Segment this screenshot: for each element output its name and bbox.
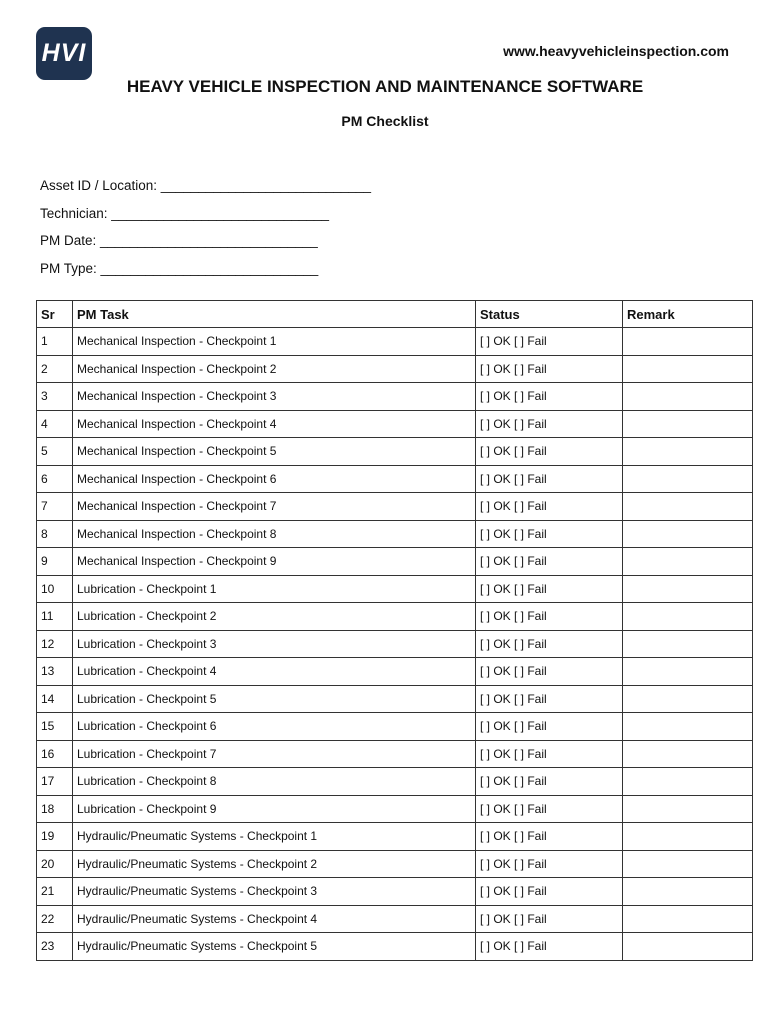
row-remark[interactable]: [623, 383, 753, 411]
row-remark[interactable]: [623, 328, 753, 356]
row-sr: 5: [37, 438, 73, 466]
row-task: Hydraulic/Pneumatic Systems - Checkpoint 1: [73, 823, 476, 851]
row-remark[interactable]: [623, 465, 753, 493]
row-remark[interactable]: [623, 933, 753, 961]
row-sr: 2: [37, 355, 73, 383]
table-row: [37, 630, 753, 658]
document-title: HEAVY VEHICLE INSPECTION AND MAINTENANCE SOFTWARE: [126, 77, 644, 96]
row-task: Mechanical Inspection - Checkpoint 5: [73, 438, 476, 466]
pm-type-field[interactable]: PM Type: _____________________________: [40, 261, 319, 276]
row-remark[interactable]: [623, 548, 753, 576]
row-task: Lubrication - Checkpoint 3: [73, 630, 476, 658]
row-remark[interactable]: [623, 713, 753, 741]
row-remark[interactable]: [623, 685, 753, 713]
row-remark[interactable]: [623, 438, 753, 466]
row-sr: 3: [37, 383, 73, 411]
row-task: Lubrication - Checkpoint 4: [73, 658, 476, 686]
row-task: Mechanical Inspection - Checkpoint 3: [73, 383, 476, 411]
row-status[interactable]: [ ] OK [ ] Fail: [476, 878, 623, 906]
logo-text: HVI: [41, 39, 87, 67]
row-task: Mechanical Inspection - Checkpoint 1: [73, 328, 476, 356]
row-sr: 21: [37, 878, 73, 906]
table-row: [37, 740, 753, 768]
row-task: Lubrication - Checkpoint 7: [73, 740, 476, 768]
row-status[interactable]: [ ] OK [ ] Fail: [476, 355, 623, 383]
row-sr: 14: [37, 685, 73, 713]
row-sr: 7: [37, 493, 73, 521]
row-sr: 17: [37, 768, 73, 796]
table-row: [37, 658, 753, 686]
header-remark: Remark: [623, 301, 753, 328]
row-sr: 20: [37, 850, 73, 878]
row-status[interactable]: [ ] OK [ ] Fail: [476, 548, 623, 576]
row-sr: 9: [37, 548, 73, 576]
pm-checklist-table: [36, 300, 753, 961]
row-status[interactable]: [ ] OK [ ] Fail: [476, 383, 623, 411]
row-remark[interactable]: [623, 575, 753, 603]
table-row: [37, 713, 753, 741]
row-task: Mechanical Inspection - Checkpoint 9: [73, 548, 476, 576]
table-row: [37, 850, 753, 878]
row-task: Mechanical Inspection - Checkpoint 8: [73, 520, 476, 548]
table-row: [37, 355, 753, 383]
row-status[interactable]: [ ] OK [ ] Fail: [476, 630, 623, 658]
row-remark[interactable]: [623, 603, 753, 631]
row-remark[interactable]: [623, 823, 753, 851]
table-row: [37, 685, 753, 713]
row-status[interactable]: [ ] OK [ ] Fail: [476, 685, 623, 713]
row-sr: 6: [37, 465, 73, 493]
row-remark[interactable]: [623, 410, 753, 438]
website-url: www.heavyvehicleinspection.com: [503, 43, 729, 59]
row-remark[interactable]: [623, 878, 753, 906]
row-task: Hydraulic/Pneumatic Systems - Checkpoint 4: [73, 905, 476, 933]
row-sr: 15: [37, 713, 73, 741]
row-sr: 4: [37, 410, 73, 438]
row-task: Lubrication - Checkpoint 9: [73, 795, 476, 823]
row-task: Mechanical Inspection - Checkpoint 7: [73, 493, 476, 521]
row-sr: 19: [37, 823, 73, 851]
row-status[interactable]: [ ] OK [ ] Fail: [476, 768, 623, 796]
table-row: [37, 795, 753, 823]
header-sr: Sr: [37, 301, 73, 328]
row-remark[interactable]: [623, 658, 753, 686]
row-task: Mechanical Inspection - Checkpoint 4: [73, 410, 476, 438]
row-sr: 16: [37, 740, 73, 768]
row-status[interactable]: [ ] OK [ ] Fail: [476, 740, 623, 768]
table-row: [37, 520, 753, 548]
table-row: [37, 603, 753, 631]
row-task: Lubrication - Checkpoint 8: [73, 768, 476, 796]
row-task: Mechanical Inspection - Checkpoint 2: [73, 355, 476, 383]
row-task: Hydraulic/Pneumatic Systems - Checkpoint 2: [73, 850, 476, 878]
row-sr: 12: [37, 630, 73, 658]
row-sr: 10: [37, 575, 73, 603]
pm-date-field[interactable]: PM Date: _____________________________: [40, 233, 318, 248]
table-row: [37, 905, 753, 933]
table-header-row: [37, 301, 753, 328]
table-row: [37, 493, 753, 521]
table-row: [37, 328, 753, 356]
row-remark[interactable]: [623, 850, 753, 878]
row-remark[interactable]: [623, 795, 753, 823]
row-remark[interactable]: [623, 740, 753, 768]
row-sr: 1: [37, 328, 73, 356]
table-row: [37, 383, 753, 411]
table-row: [37, 438, 753, 466]
hvi-logo: [36, 27, 92, 80]
row-status[interactable]: [ ] OK [ ] Fail: [476, 795, 623, 823]
technician-field[interactable]: Technician: _____________________________: [40, 206, 330, 221]
header-status: Status: [476, 301, 623, 328]
row-sr: 8: [37, 520, 73, 548]
table-row: [37, 575, 753, 603]
table-row: [37, 823, 753, 851]
row-sr: 13: [37, 658, 73, 686]
row-remark[interactable]: [623, 768, 753, 796]
asset-location-field[interactable]: Asset ID / Location: ____________________________: [40, 178, 372, 193]
row-sr: 22: [37, 905, 73, 933]
row-status[interactable]: [ ] OK [ ] Fail: [476, 933, 623, 961]
row-task: Lubrication - Checkpoint 1: [73, 575, 476, 603]
row-task: Lubrication - Checkpoint 5: [73, 685, 476, 713]
row-task: Lubrication - Checkpoint 6: [73, 713, 476, 741]
row-status[interactable]: [ ] OK [ ] Fail: [476, 520, 623, 548]
row-status[interactable]: [ ] OK [ ] Fail: [476, 713, 623, 741]
row-status[interactable]: [ ] OK [ ] Fail: [476, 658, 623, 686]
row-status[interactable]: [ ] OK [ ] Fail: [476, 823, 623, 851]
row-status[interactable]: [ ] OK [ ] Fail: [476, 438, 623, 466]
row-status[interactable]: [ ] OK [ ] Fail: [476, 603, 623, 631]
row-status[interactable]: [ ] OK [ ] Fail: [476, 850, 623, 878]
row-status[interactable]: [ ] OK [ ] Fail: [476, 410, 623, 438]
row-status[interactable]: [ ] OK [ ] Fail: [476, 328, 623, 356]
table-row: [37, 878, 753, 906]
row-remark[interactable]: [623, 355, 753, 383]
row-remark[interactable]: [623, 520, 753, 548]
row-task: Hydraulic/Pneumatic Systems - Checkpoint 5: [73, 933, 476, 961]
row-remark[interactable]: [623, 493, 753, 521]
row-status[interactable]: [ ] OK [ ] Fail: [476, 465, 623, 493]
row-remark[interactable]: [623, 905, 753, 933]
row-sr: 18: [37, 795, 73, 823]
row-sr: 11: [37, 603, 73, 631]
table-row: [37, 465, 753, 493]
row-sr: 23: [37, 933, 73, 961]
row-task: Mechanical Inspection - Checkpoint 6: [73, 465, 476, 493]
row-status[interactable]: [ ] OK [ ] Fail: [476, 575, 623, 603]
row-status[interactable]: [ ] OK [ ] Fail: [476, 493, 623, 521]
row-task: Hydraulic/Pneumatic Systems - Checkpoint 3: [73, 878, 476, 906]
row-remark[interactable]: [623, 630, 753, 658]
table-row: [37, 933, 753, 961]
document-subtitle: PM Checklist: [341, 113, 429, 129]
table-row: [37, 410, 753, 438]
table-row: [37, 548, 753, 576]
row-task: Lubrication - Checkpoint 2: [73, 603, 476, 631]
row-status[interactable]: [ ] OK [ ] Fail: [476, 905, 623, 933]
header-pm-task: PM Task: [73, 301, 476, 328]
table-row: [37, 768, 753, 796]
